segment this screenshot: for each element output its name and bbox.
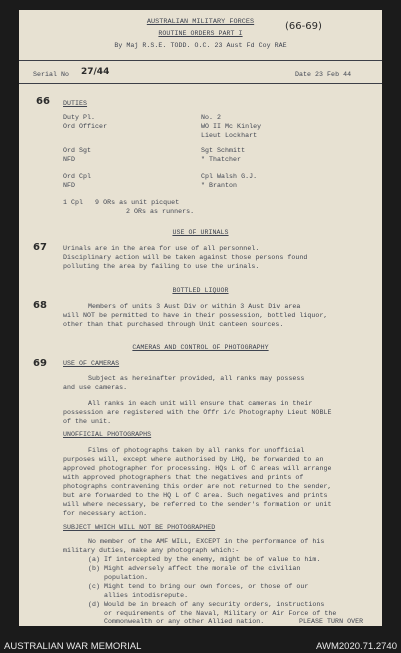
duty-role: Duty Pl.	[63, 114, 96, 121]
margin-number: 66	[36, 96, 50, 107]
urinals-text: Disciplinary action will be taken against those persons found	[63, 254, 308, 261]
restricted-subjects-text: population.	[88, 574, 149, 581]
duty-assignee: WO II Mc Kinley	[201, 123, 262, 130]
urinals-heading: USE OF URINALS	[172, 229, 229, 236]
liquor-text: will NOT be permitted to have in their possession, bottled liquor,	[63, 312, 328, 319]
restricted-subjects-text: (b) Might adversely affect the morale of the civilian	[88, 565, 301, 572]
duty-assignee: " Branton	[201, 182, 238, 189]
urinals-text: polluting the area by failing to use the urinals.	[63, 263, 260, 270]
liquor-text: other than that purchased through Unit canteen sources.	[63, 321, 284, 328]
liquor-text: Members of units 3 Aust Div or within 3 Aust Div area	[88, 303, 301, 310]
document-title: AUSTRALIAN MILITARY FORCES	[146, 18, 255, 26]
restricted-subjects-text: or requirements of the Naval, Military or Air Force of the	[88, 610, 337, 617]
margin-number: 69	[33, 358, 47, 369]
registration-text: All ranks in each unit will ensure that cameras in their	[88, 400, 313, 407]
serial-label: Serial No	[33, 71, 70, 78]
restricted-subjects-text: Commonwealth or any other Allied nation.	[88, 618, 265, 625]
cameras-text: Subject as hereinafter provided, all ranks may possess	[88, 375, 305, 382]
unofficial-text: photographs contravening this order are not returned to the sender,	[63, 483, 332, 490]
unofficial-text: will where necessary, be referred to the sender's formation or unit	[63, 501, 332, 508]
restricted-subjects-heading: SUBJECT WHICH WILL NOT BE PHOTOGRAPHED	[63, 524, 216, 531]
duty-assignee: Cpl Walsh G.J.	[201, 173, 258, 180]
duty-assignee: Sgt Schmitt	[201, 147, 246, 154]
restricted-subjects-text: allies intodisrepute.	[88, 592, 189, 599]
duty-assignee: No. 2	[201, 114, 222, 121]
cameras-heading: CAMERAS AND CONTROL OF PHOTOGRAPHY	[132, 344, 269, 351]
please-turn-over: PLEASE TURN OVER	[299, 618, 364, 625]
archive-credit: AUSTRALIAN WAR MEMORIAL	[4, 641, 142, 652]
cameras-text: and use cameras.	[63, 384, 128, 391]
restricted-subjects-text: (c) Might tend to bring our own forces, or those of our	[88, 583, 309, 590]
restricted-subjects-text: No member of the AMF WILL, EXCEPT in the performance of his	[88, 538, 325, 545]
duty-assignee: " Thatcher	[201, 156, 242, 163]
urinals-text: Urinals are in the area for use of all personnel.	[63, 245, 260, 252]
registration-text: possession are registered with the Offr i/c Photography Lieut NOBLE	[63, 409, 332, 416]
document-subtitle: ROUTINE ORDERS PART I	[158, 30, 243, 37]
duties-heading: DUTIES	[63, 100, 88, 107]
unofficial-text: purposes will, except where authorised by LHQ, be forwarded to an	[63, 456, 324, 463]
picquet-line: 1 Cpl 9 ORs as unit picquet	[63, 199, 180, 206]
duty-role: NFD	[63, 156, 76, 163]
divider	[19, 60, 382, 61]
margin-number: 68	[33, 300, 47, 311]
duty-role: Ord Cpl	[63, 173, 92, 180]
unofficial-text: for necessary action.	[63, 510, 148, 517]
restricted-subjects-text: (d) Would be in breach of any security orders, instructions	[88, 601, 325, 608]
margin-number: 67	[33, 242, 47, 253]
liquor-heading: BOTTLED LIQUOR	[172, 287, 229, 294]
order-date: Date 23 Feb 44	[295, 71, 352, 78]
unofficial-text: but are forwarded to the HQ L of C area. Such negatives and prints	[63, 492, 328, 499]
restricted-subjects-text: (a) If intercepted by the enemy, might be of value to him.	[88, 556, 321, 563]
document-page	[19, 10, 382, 626]
duty-role: NFD	[63, 182, 76, 189]
restricted-subjects-text: military duties, make any photograph which:-	[63, 547, 240, 554]
accession-number: AWM2020.71.2740	[316, 641, 397, 652]
unofficial-text: approved photographer for processing. HQs L of C areas will arrange	[63, 465, 332, 472]
document-byline: By Maj R.S.E. TODD. O.C. 23 Aust Fd Coy RAE	[114, 42, 287, 49]
registration-text: of the unit.	[63, 418, 112, 425]
duty-role: Ord Sgt	[63, 147, 92, 154]
unofficial-text: Films of photographs taken by all ranks for unofficial	[88, 447, 305, 454]
duty-role: Ord Officer	[63, 123, 108, 130]
unofficial-photographs-heading: UNOFFICIAL PHOTOGRAPHS	[63, 431, 152, 438]
serial-number: 27/44	[81, 67, 110, 77]
duty-assignee: Lieut Lockhart	[201, 132, 258, 139]
runners-line: 2 ORs as runners.	[126, 208, 195, 215]
handwritten-serial-range: (66-69)	[285, 21, 322, 32]
use-of-cameras-heading: USE OF CAMERAS	[63, 360, 120, 367]
unofficial-text: with approved photographers that the negatives and prints of	[63, 474, 304, 481]
divider	[19, 83, 382, 84]
